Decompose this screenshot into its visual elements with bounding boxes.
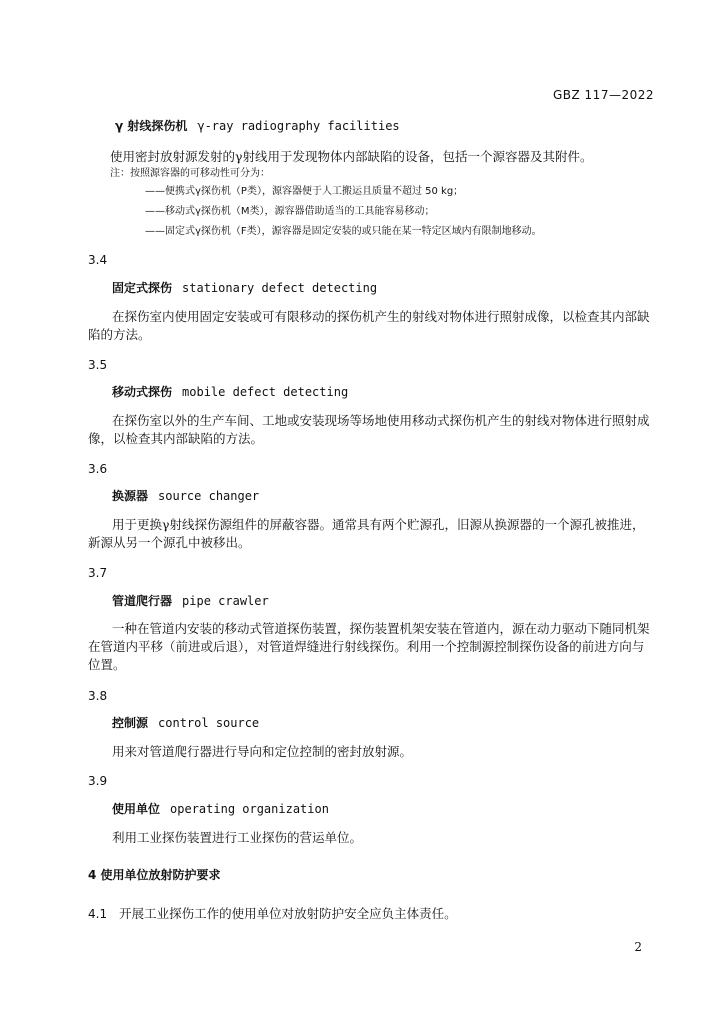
- note-label: 注：按照源容器的可移动性可分为：: [110, 168, 270, 179]
- standard-code: GBZ 117—2022: [552, 88, 654, 102]
- clause-number: 3.8: [88, 689, 108, 703]
- term-3-8: [112, 715, 259, 731]
- clause-number: 3.4: [88, 253, 108, 267]
- page-number: 2: [634, 940, 642, 954]
- term-zh: 固定式探伤: [112, 281, 173, 295]
- term-zh: 移动式探伤: [112, 385, 173, 399]
- term-zh: γ 射线探伤机: [115, 119, 188, 133]
- term-zh: 控制源: [112, 716, 149, 730]
- clause-number: 3.5: [88, 358, 108, 372]
- clause-number: 3.9: [88, 774, 108, 788]
- definition-line: 用于更换γ射线探伤源组件的屏蔽容器。通常具有两个贮源孔，旧源从换源器的一个源孔被推进，: [112, 517, 645, 532]
- clause-number: 3.7: [88, 566, 108, 580]
- term-en: operating organization: [170, 802, 329, 816]
- term-en: γ-ray radiography facilities: [197, 119, 400, 133]
- term-zh: 使用单位: [112, 802, 161, 816]
- definition-line: 像，以检查其内部缺陷的方法。: [88, 431, 264, 446]
- note-item: ——移动式γ探伤机（M类），源容器借助适当的工具能容易移动；: [145, 206, 435, 217]
- term-en: pipe crawler: [182, 594, 269, 608]
- definition-line: 使用密封放射源发射的γ射线用于发现物体内部缺陷的设备，包括一个源容器及其附件。: [110, 149, 593, 164]
- term-3-4: [112, 280, 377, 296]
- clause-number: 4.1: [88, 907, 108, 921]
- note-item: ——便携式γ探伤机（P类），源容器便于人工搬运且质量不超过 50 kg；: [145, 186, 464, 197]
- term-en: control source: [158, 716, 260, 730]
- term-en: mobile defect detecting: [182, 385, 349, 399]
- definition-line: 在探伤室内使用固定安装或可有限移动的探伤机产生的射线对物体进行照射成像，以检查其内部缺: [112, 309, 650, 324]
- definition-line: 新源从另一个源孔中被移出。: [88, 535, 251, 550]
- definition-line: 在探伤室以外的生产车间、工地或安装现场等场地使用移动式探伤机产生的射线对物体进行照射成: [112, 413, 650, 428]
- clause-4-1: [88, 906, 457, 922]
- term-en: source changer: [158, 489, 260, 503]
- clause-text: 开展工业探伤工作的使用单位对放射防护安全应负主体责任。: [119, 906, 457, 921]
- term-zh: 换源器: [112, 489, 149, 503]
- definition-line: 利用工业探伤装置进行工业探伤的营运单位。: [112, 830, 363, 845]
- definition-line: 陷的方法。: [88, 327, 151, 342]
- term-en: stationary defect detecting: [182, 281, 378, 295]
- definition-line: 位置。: [88, 657, 126, 672]
- definition-line: 一种在管道内安装的移动式管道探伤装置，探伤装置机架安装在管道内，源在动力驱动下随同机架: [112, 621, 650, 636]
- definition-line: 在管道内平移（前进或后退），对管道焊缝进行射线探伤。利用一个控制源控制探伤设备的前进方向与: [88, 639, 645, 654]
- note-item: ——固定式γ探伤机（F类），源容器是固定安装的或只能在某一特定区域内有限制地移动。: [145, 226, 542, 237]
- term-3-7: [112, 593, 269, 609]
- term-3-9: [112, 801, 329, 817]
- clause-number: 3.6: [88, 462, 108, 476]
- term-gamma: [115, 118, 400, 134]
- term-3-5: [112, 384, 348, 400]
- term-3-6: [112, 488, 259, 504]
- term-zh: 管道爬行器: [112, 594, 173, 608]
- definition-line: 用来对管道爬行器进行导向和定位控制的密封放射源。: [112, 744, 413, 759]
- chapter-heading: 4 使用单位放射防护要求: [88, 868, 221, 882]
